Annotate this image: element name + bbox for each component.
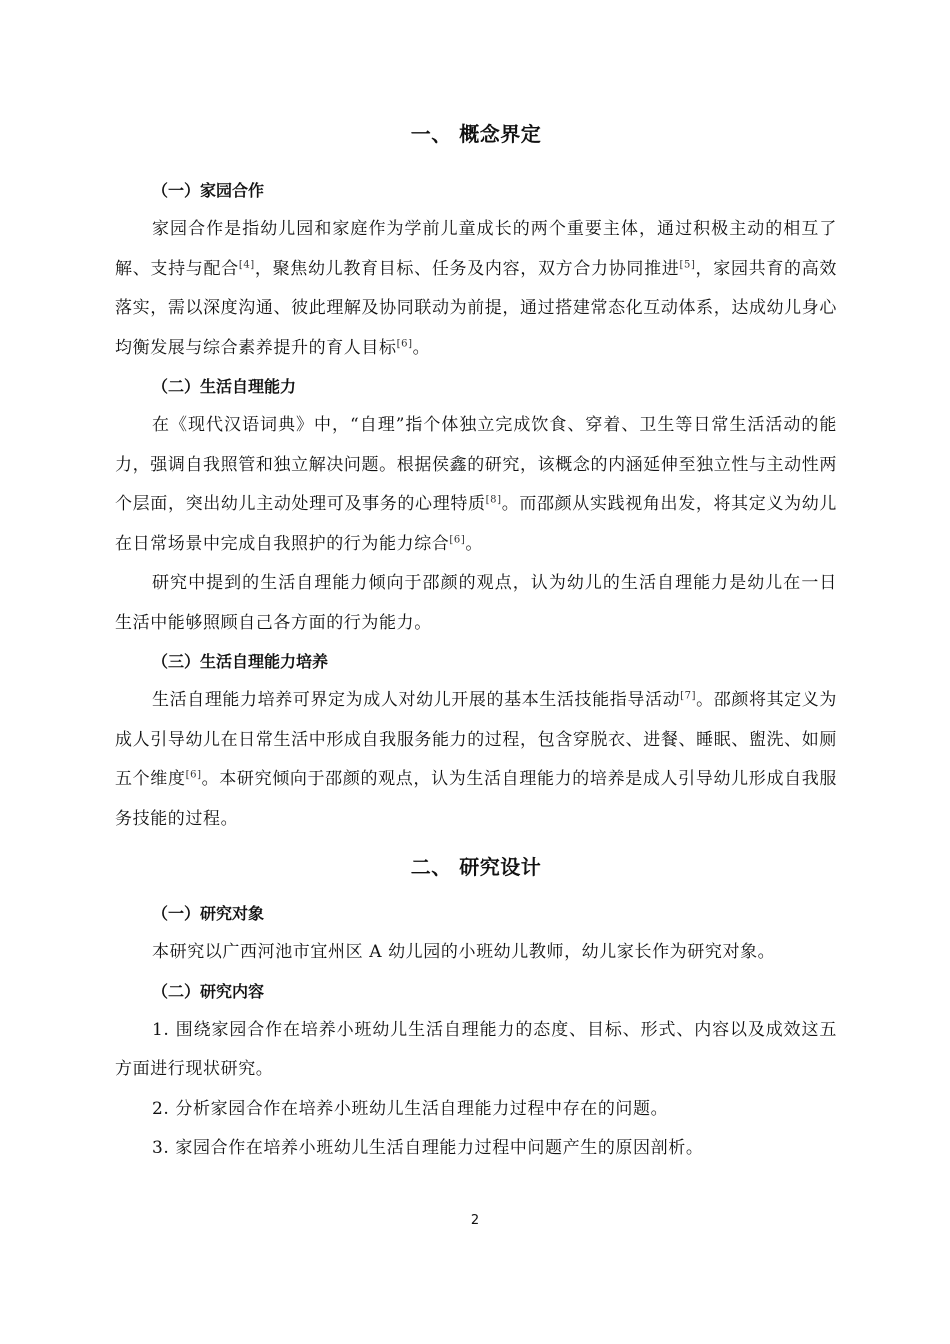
page-number: 2 [470,1213,480,1228]
text-run: 。而邵颜从实践视角出发，将其定义为幼儿在日常场景中完成自我照护的行为能力综合 [115,494,837,554]
paragraph-self-care-view [115,564,837,643]
paragraph-self-care-cultivation [115,681,837,839]
paragraph-home-school-cooperation [115,210,837,368]
paragraph-research-subjects [115,933,837,973]
subsection-title-research-content: （二）研究内容 [152,981,265,1001]
text-run: 。 [412,337,431,358]
text-run: 在《现代汉语词典》中，“自理”指个体独立完成饮食、穿着、卫生等日常生活活动的能力，强调自我照管和独立解决问题。根据侯鑫的研究，该概念的内涵延伸至独立性与主动性两个层面，突出幼儿主动处理可及事务的心理特质 [115,415,837,514]
text-run: ，家园共育的高效落实，需以深度沟通、彼此理解及协同联动为前提，通过搭建常态化互动体系，达成幼儿身心均衡发展与综合素养提升的育人目标 [115,258,837,358]
section-title-research-design: 二、 研究设计 [410,855,542,879]
list-item-research-content-3 [115,1129,837,1169]
subsection-title-home-school-cooperation: （一）家园合作 [152,181,265,200]
list-item-research-content-2 [115,1090,837,1130]
list-item-research-content-1 [115,1011,837,1090]
citation-marker: [6] [185,769,202,781]
text-run: 。本研究倾向于邵颜的观点，认为生活自理能力的培养是成人引导幼儿形成自我服务技能的过程。 [115,769,837,829]
text-run: 研究中提到的生活自理能力倾向于邵颜的观点，认为幼儿的生活自理能力是幼儿在一日生活中能够照顾自己各方面的行为能力。 [115,573,837,633]
citation-marker: [4] [238,258,255,270]
text-run: 1. 围绕家园合作在培养小班幼儿生活自理能力的态度、目标、形式、内容以及成效这五方面进行现状研究。 [115,1019,837,1079]
subsection-title-self-care-ability: （二）生活自理能力 [152,377,297,396]
text-run: 。邵颜将其定义为成人引导幼儿在日常生活中形成自我服务能力的过程，包含穿脱衣、进餐、睡眠、盥洗、如厕五个维度 [115,690,837,789]
text-run: 3. 家园合作在培养小班幼儿生活自理能力过程中问题产生的原因剖析。 [152,1138,704,1158]
paragraph-self-care-definition [115,406,837,564]
text-run: 家园合作是指幼儿园和家庭作为学前儿童成长的两个重要主体，通过积极主动的相互了解、支持与配合 [115,219,837,279]
text-run: 2. 分析家园合作在培养小班幼儿生活自理能力过程中存在的问题。 [152,1098,669,1119]
citation-marker: [6] [396,337,413,349]
page-content [115,118,837,1169]
subsection-title-research-subjects: （一）研究对象 [152,904,265,923]
text-run: ，聚焦幼儿教育目标、任务及内容，双方合力协同推进 [254,258,680,279]
text-run: 本研究以广西河池市宜州区 A 幼儿园的小班幼儿教师，幼儿家长作为研究对象。 [152,942,776,962]
citation-marker: [8] [485,494,502,506]
citation-marker: [6] [449,533,466,545]
section-title-concepts: 一、 概念界定 [410,122,542,146]
citation-marker: [7] [680,690,697,702]
subsection-title-self-care-cultivation: （三）生活自理能力培养 [152,652,329,671]
text-run: 生活自理能力培养可界定为成人对幼儿开展的基本生活技能指导活动 [152,690,681,710]
text-run: 。 [465,533,483,554]
citation-marker: [5] [679,258,696,270]
